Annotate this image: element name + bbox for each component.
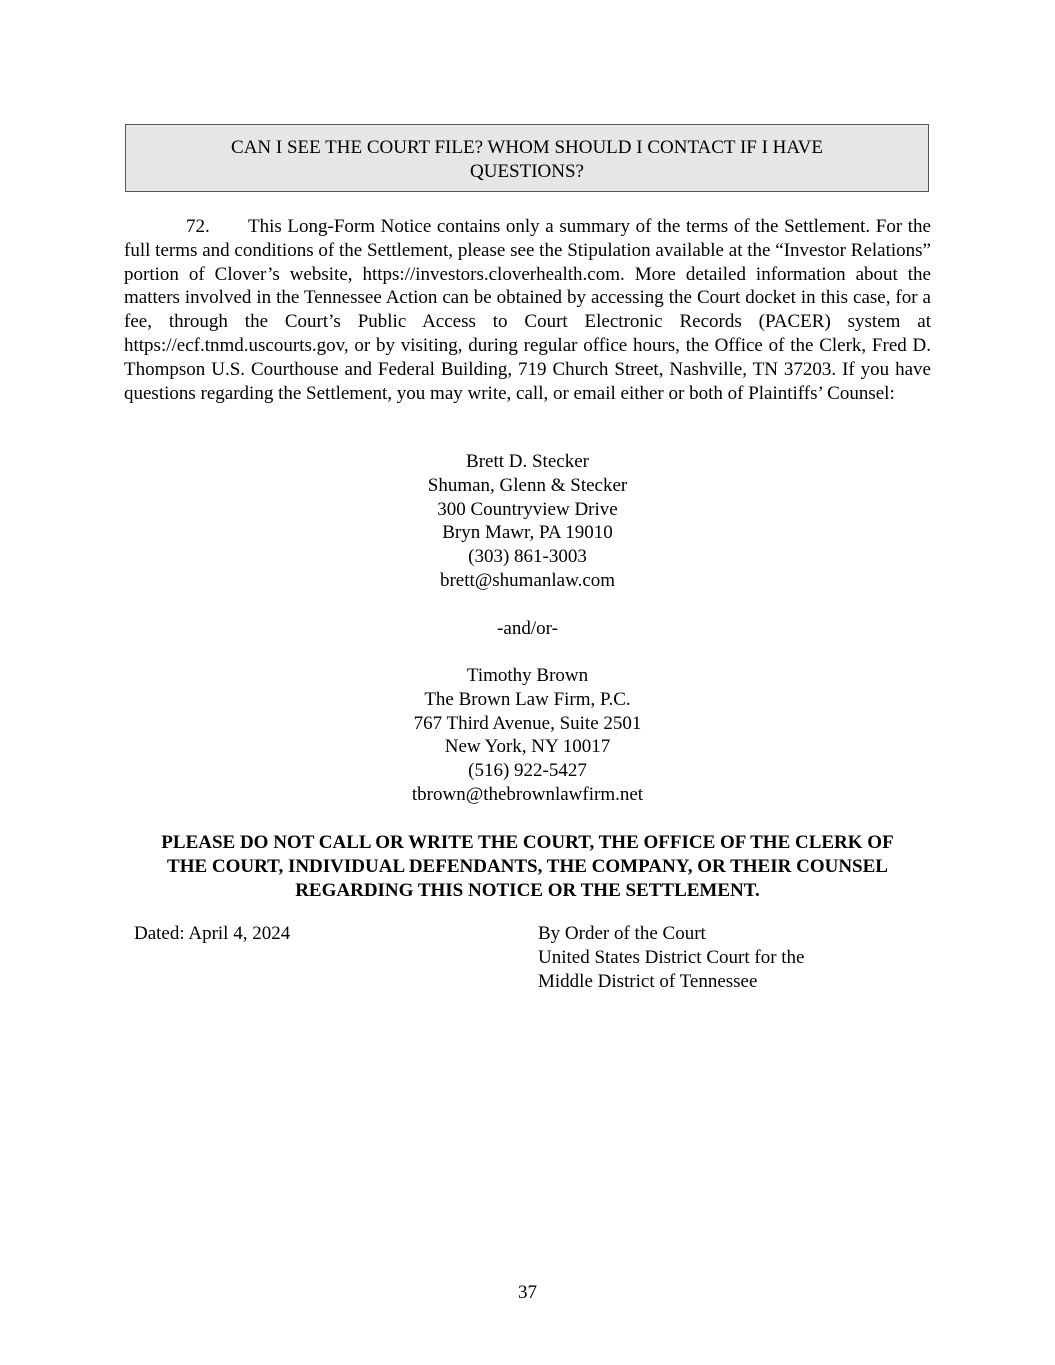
contact-email: brett@shumanlaw.com: [439, 569, 616, 591]
contact-phone: (516) 922-5427: [468, 760, 587, 782]
page-number: 37: [518, 1282, 537, 1303]
section-heading-line-1: CAN I SEE THE COURT FILE? WHOM SHOULD I CONTACT IF I HAVE: [231, 137, 823, 158]
contact-city: New York, NY 10017: [444, 736, 611, 758]
warning-line-1: PLEASE DO NOT CALL OR WRITE THE COURT, THE OFFICE OF THE CLERK OF: [161, 832, 894, 853]
order-line-3: Middle District of Tennessee: [538, 970, 758, 992]
dated-line: Dated: April 4, 2024: [134, 923, 291, 944]
paragraph-72: [124, 215, 931, 405]
contact-name: Brett D. Stecker: [466, 451, 589, 472]
section-heading-line-2: QUESTIONS?: [470, 161, 584, 182]
order-line-1: By Order of the Court: [538, 923, 706, 944]
paragraph-text: This Long-Form Notice contains only a summary of the terms of the Settlement. For the full terms and conditions of the Settlement, please see the Stipulation available at the “Investor Relations” portion of Clover’s website, https://investors.cloverhealth.com. More detailed information about the matters involved in the Tennessee Action can be obtained by accessing the Court docket in this case, for a fee, through the Court’s Public Access to Court Electronic Records (PACER) system at https://ecf.tnmd.uscourts.gov, or by visiting, during regular office hours, the Office of the Clerk, Fred D. Thompson U.S. Courthouse and Federal Building, 719 Church Street, Nashville, TN 37203. If you have questions regarding the Settlement, you may write, call, or email either or both of Plaintiffs’ Counsel:: [124, 216, 931, 404]
contact-phone: (303) 861-3003: [468, 546, 587, 568]
section-heading: [125, 124, 929, 192]
contact-email: tbrown@thebrownlawfirm.net: [411, 783, 644, 805]
contact-block-stecker: [124, 450, 931, 593]
contact-street: 300 Countryview Drive: [437, 498, 618, 520]
contact-city: Bryn Mawr, PA 19010: [442, 522, 613, 544]
contact-firm: The Brown Law Firm, P.C.: [424, 688, 631, 710]
warning-line-3: REGARDING THIS NOTICE OR THE SETTLEMENT.: [295, 879, 760, 901]
warning-line-2: THE COURT, INDIVIDUAL DEFENDANTS, THE COMPANY, OR THEIR COUNSEL: [167, 855, 888, 877]
contact-block-brown: [124, 664, 931, 807]
order-line-2: United States District Court for the: [538, 946, 805, 968]
paragraph-number: 72.: [186, 216, 210, 237]
warning-notice: [124, 831, 931, 902]
contact-name: Timothy Brown: [466, 665, 589, 686]
contact-firm: Shuman, Glenn & Stecker: [427, 474, 628, 496]
contact-street: 767 Third Avenue, Suite 2501: [413, 712, 642, 734]
court-order-signature: [538, 922, 804, 993]
and-or-separator: -and/or-: [497, 618, 558, 639]
